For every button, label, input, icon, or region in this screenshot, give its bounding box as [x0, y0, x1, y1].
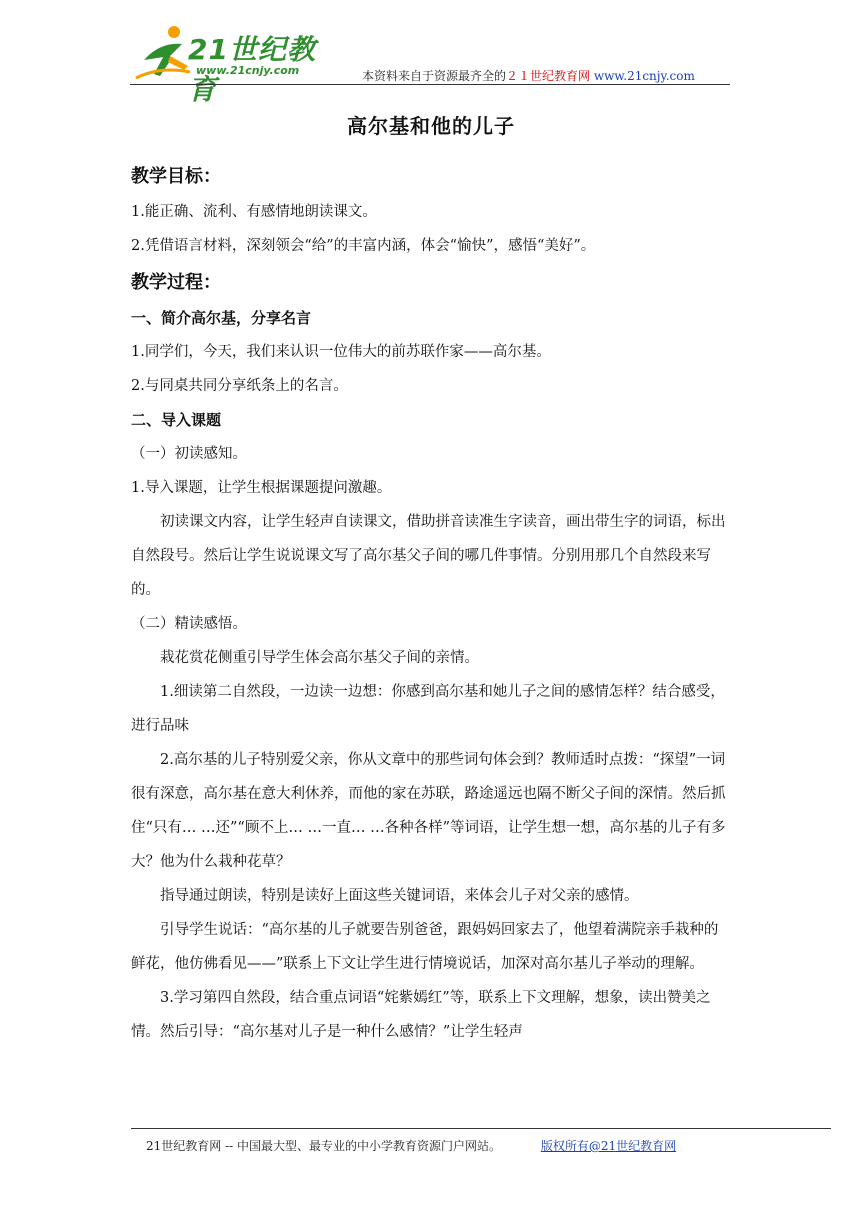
section-1-item: 2.与同桌共同分享纸条上的名言。: [131, 378, 348, 394]
section-1-item: 1.同学们，今天，我们来认识一位伟大的前苏联作家——高尔基。: [131, 344, 551, 360]
page-footer: [146, 1137, 676, 1154]
part-1-item: 1.导入课题，让学生根据课题提问激趣。: [131, 480, 392, 496]
copyright-link[interactable]: 版权所有@21世纪教育网: [540, 1139, 677, 1153]
section-1-heading: 一、简介高尔基，分享名言: [131, 309, 312, 327]
tagline-prefix: 本资料来自于资源最齐全的: [362, 69, 507, 83]
document-body: [131, 110, 731, 1049]
site-logo[interactable]: [130, 22, 340, 106]
footer-text: 21世纪教育网 -- 中国最大型、最专业的中小学教育资源门户网站。: [146, 1139, 502, 1153]
tagline-brand: ２１世纪教育网: [506, 69, 591, 83]
part-2-item-2: 2.高尔基的儿子特别爱父亲，你从文章中的那些词句体会到？教师适时点拨：“探望”一词很有深意，高尔基在意大利休养，而他的家在苏联，路途遥远也隔不断父子间的深情。然后抓住“只有… …还”“顾不上… …一直… …各种各样”等词语，让学生想一想，高尔基的儿子有多大？他为什么栽种花草？: [131, 752, 726, 870]
tagline-url[interactable]: www.21cnjy.com: [593, 69, 695, 83]
part-1-paragraph: 初读课文内容，让学生轻声自读课文，借助拼音读准生字读音，画出带生字的词语，标出自然段号。然后让学生说说课文写了高尔基父子间的哪几件事情。分别用那几个自然段来写的。: [131, 514, 726, 598]
part-1-heading: （一）初读感知。: [131, 446, 247, 462]
goal-item: 2.凭借语言材料，深刻领会“给”的丰富内涵，体会“愉快”，感悟“美好”。: [131, 238, 596, 254]
part-2-item-1: 1.细读第二自然段，一边读一边想：你感到高尔基和她儿子之间的感情怎样？结合感受，进行品味: [131, 684, 725, 734]
part-2-paragraph-2: 引导学生说话：“高尔基的儿子就要告别爸爸，跟妈妈回家去了，他望着满院亲手栽种的鲜花，他仿佛看见——”联系上下文让学生进行情境说话，加深对高尔基儿子举动的理解。: [131, 922, 719, 972]
logo-wordmark: 21世纪教育: [188, 33, 316, 106]
page-header: [130, 22, 730, 106]
part-2-item-3: 3.学习第四自然段，结合重点词语“姹紫嫣红”等，联系上下文理解，想象，读出赞美之情。然后引导：“高尔基对儿子是一种什么感情？”让学生轻声: [131, 990, 711, 1040]
part-2-intro: 栽花赏花侧重引导学生体会高尔基父子间的亲情。: [160, 650, 479, 666]
footer-divider: [131, 1128, 831, 1129]
logo-url: www.21cnjy.com: [196, 64, 300, 77]
header-divider: [130, 84, 730, 85]
part-2-heading: （二）精读感悟。: [131, 616, 247, 632]
page-title: 高尔基和他的儿子: [347, 114, 515, 138]
header-tagline: [362, 67, 695, 84]
section-2-heading: 二、导入课题: [131, 411, 222, 429]
goal-item: 1.能正确、流利、有感情地朗读课文。: [131, 204, 377, 220]
process-heading: 教学过程：: [131, 272, 221, 293]
goals-heading: 教学目标：: [131, 166, 221, 187]
part-2-paragraph-1: 指导通过朗读，特别是读好上面这些关键词语，来体会儿子对父亲的感情。: [160, 888, 639, 904]
